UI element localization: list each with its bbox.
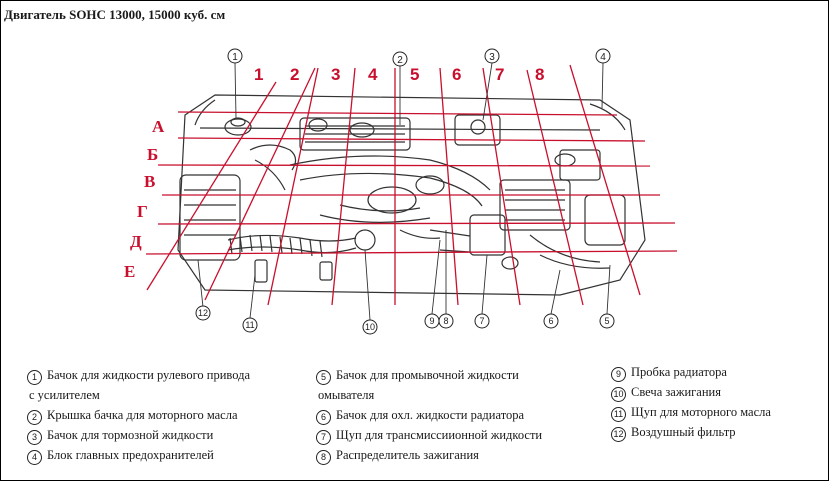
legend-item-3: 3 Бачок для тормозной жидкости [27, 425, 250, 445]
col-label-1: 1 [254, 65, 264, 84]
svg-text:8: 8 [443, 316, 449, 326]
svg-text:9: 9 [429, 316, 435, 326]
col-label-4: 4 [368, 65, 378, 84]
grid-row-line-v [158, 165, 650, 166]
legend-item-10: 10 Свеча зажигания [611, 382, 771, 402]
row-label-v: В [144, 172, 156, 191]
grid-row-line-b [178, 138, 645, 141]
legend-item-4: 4 Блок главных предохранителей [27, 445, 250, 465]
legend-item-8: 8 Распределитель зажигания [316, 445, 542, 465]
svg-text:11: 11 [245, 320, 255, 330]
legend-item-9: 9 Пробка радиатора [611, 362, 771, 382]
col-label-7: 7 [495, 65, 505, 84]
row-label-b: Б [147, 145, 159, 164]
callout-10 [363, 320, 377, 334]
legend-item-2: 2 Крышка бачка для моторного масла [27, 405, 250, 425]
svg-text:2: 2 [397, 55, 403, 66]
legend-item-1-continuation: с усилителем [29, 388, 100, 402]
callout-4 [596, 49, 610, 63]
callout-1 [228, 49, 242, 63]
col-label-3: 3 [331, 65, 341, 84]
grid-row-line-a [178, 112, 617, 115]
svg-text:3: 3 [489, 52, 495, 63]
callout-3 [485, 49, 499, 63]
row-label-d: Д [130, 232, 142, 251]
grid-col-line-7 [483, 68, 520, 305]
row-label-g: Г [137, 202, 148, 221]
row-label-a: А [152, 117, 165, 136]
callout-6 [544, 314, 558, 328]
callout-8 [439, 314, 453, 328]
grid-col-line-8 [527, 70, 583, 305]
row-label-e: Е [124, 262, 136, 281]
col-label-8: 8 [535, 65, 545, 84]
callout-7 [475, 314, 489, 328]
svg-text:7: 7 [479, 316, 485, 326]
legend-item-5: 5 Бачок для промывочной жидкости [316, 365, 542, 385]
legend-column-3 [611, 362, 771, 442]
col-label-5: 5 [410, 65, 420, 84]
grid-col-line-3 [268, 68, 318, 305]
grid-col-line-1 [147, 82, 276, 290]
svg-text:4: 4 [600, 52, 606, 63]
callout-12 [196, 306, 210, 320]
callout-5 [600, 314, 614, 328]
grid-row-line-e [146, 251, 677, 254]
legend-item-1: 1 Бачок для жидкости рулевого привода [27, 365, 250, 385]
svg-text:10: 10 [364, 322, 376, 332]
legend-column-1 [27, 365, 250, 465]
legend-item-6: 6 Бачок для охл. жидкости радиатора [316, 405, 542, 425]
legend-column-2 [316, 365, 542, 465]
legend-item-11: 11 Щуп для моторного масла [611, 402, 771, 422]
callout-9 [425, 314, 439, 328]
svg-text:5: 5 [604, 316, 610, 326]
svg-text:12: 12 [197, 308, 209, 318]
grid-col-line-2 [205, 68, 315, 300]
callout-2 [393, 52, 407, 66]
callout-11 [243, 318, 257, 332]
col-label-6: 6 [452, 65, 462, 84]
legend-item-5-continuation: омывателя [318, 388, 375, 402]
svg-text:6: 6 [548, 316, 554, 326]
col-label-2: 2 [290, 65, 300, 84]
svg-text:1: 1 [232, 52, 238, 63]
legend-item-7: 7 Щуп для трансмиссиионной жидкости [316, 425, 542, 445]
page-title: Двигатель SOHC 13000, 15000 куб. см [4, 7, 226, 22]
legend-item-12: 12 Воздушный фильтр [611, 422, 771, 442]
grid-col-line-4 [332, 68, 355, 305]
grid-row-line-d [158, 223, 675, 224]
